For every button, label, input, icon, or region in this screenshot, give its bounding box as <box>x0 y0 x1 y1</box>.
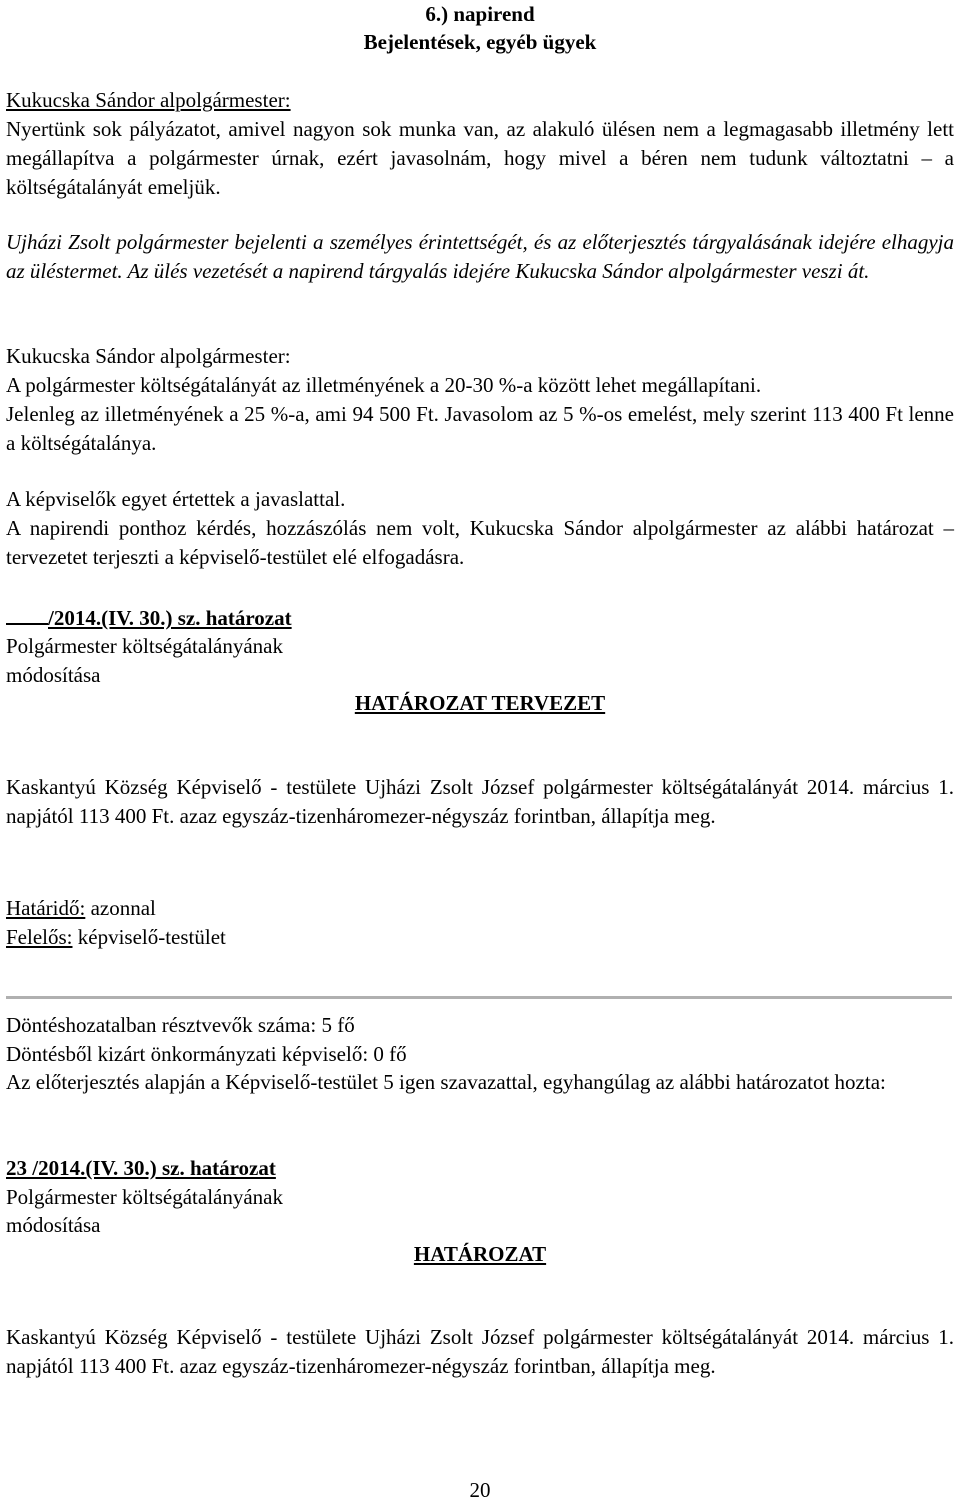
resolution-subject: módosítása <box>6 1213 101 1237</box>
draft-resolution-number <box>6 603 954 633</box>
resolution-subject: módosítása <box>6 663 101 687</box>
vote-excluded: Döntésből kizárt önkormányzati képviselő: 0 fő <box>6 1042 407 1066</box>
responsible-line <box>6 923 954 952</box>
agenda-title: Bejelentések, egyéb ügyek <box>363 30 597 54</box>
italic-note <box>6 228 954 286</box>
draft-heading: HATÁROZAT TERVEZET <box>354 691 606 715</box>
responsible-value: képviselő-testület <box>72 925 226 949</box>
speech-paragraph: Nyertünk sok pályázatot, amivel nagyon sok munka van, az alakuló ülésen nem a legmagasabb illetmény lett megállapítva a polgármester úrnak, ezért javasolnám, hogy mivel a béren nem tudunk változtatni – a költségátalányát emeljük. <box>6 117 954 199</box>
speaker-name: Kukucska Sándor alpolgármester: <box>6 344 291 368</box>
speech-line: Jelenleg az illetményének a 25 %-a, ami 94 500 Ft. Javasolom az 5 %-os emelést, mely szerint 113 400 Ft lenne a költségátalánya. <box>6 402 954 455</box>
vote-result: Az előterjesztés alapján a Képviselő-testület 5 igen szavazattal, egyhangúlag az alábbi határozatot hozta: <box>6 1070 886 1094</box>
deadline-value: azonnal <box>85 896 156 920</box>
speech-paragraph <box>6 371 954 458</box>
deadline-label: Határidő: <box>6 896 86 920</box>
speaker-name: Kukucska Sándor alpolgármester: <box>6 88 291 112</box>
summary-line: A képviselők egyet értettek a javaslattal. <box>6 487 346 511</box>
page-number: 20 <box>469 1478 491 1502</box>
italic-note-part2: Az ülés vezetését a napirend tárgyalás idejére Kukucska Sándor alpolgármester veszi át. <box>127 259 870 283</box>
resolution-subject: Polgármester költségátalányának <box>6 634 283 658</box>
resolution-subject: Polgármester költségátalányának <box>6 1185 283 1209</box>
agenda-number: 6.) napirend <box>425 2 535 26</box>
vote-participants: Döntéshozatalban résztvevők száma: 5 fő <box>6 1013 355 1037</box>
resolution-number: 23 /2014.(IV. 30.) sz. határozat <box>6 1156 276 1180</box>
divider <box>6 996 952 999</box>
responsible-label: Felelős: <box>6 925 73 949</box>
resolution-heading: HATÁROZAT <box>413 1242 547 1266</box>
draft-resolution-number-text: /2014.(IV. 30.) sz. határozat <box>48 606 292 630</box>
italic-note-part1: Ujházi Zsolt polgármester bejelenti a személyes érintettségét, és az előterjesztés tárgyalásának idejére elhagyja az üléstermet. <box>6 230 954 283</box>
resolution-body: Kaskantyú Község Képviselő - testülete Ujházi Zsolt József polgármester költségátalányát 2014. március 1. napjától 113 400 Ft. azaz egyszáz-tizenháromezer-négyszáz forintban, állapítja meg. <box>6 1325 954 1378</box>
deadline-line <box>6 894 954 923</box>
resolution-body: Kaskantyú Község Képviselő - testülete Ujházi Zsolt József polgármester költségátalányát 2014. március 1. napjától 113 400 Ft. azaz egyszáz-tizenháromezer-négyszáz forintban, állapítja meg. <box>6 775 954 828</box>
number-blank <box>6 603 48 625</box>
summary-paragraph: A napirendi ponthoz kérdés, hozzászólás nem volt, Kukucska Sándor alpolgármester az alábbi határozat – tervezetet terjeszti a képviselő-testület elé elfogadásra. <box>6 516 954 569</box>
speech-line: A polgármester költségátalányát az illetményének a 20-30 %-a között lehet megállapítani. <box>6 373 762 397</box>
